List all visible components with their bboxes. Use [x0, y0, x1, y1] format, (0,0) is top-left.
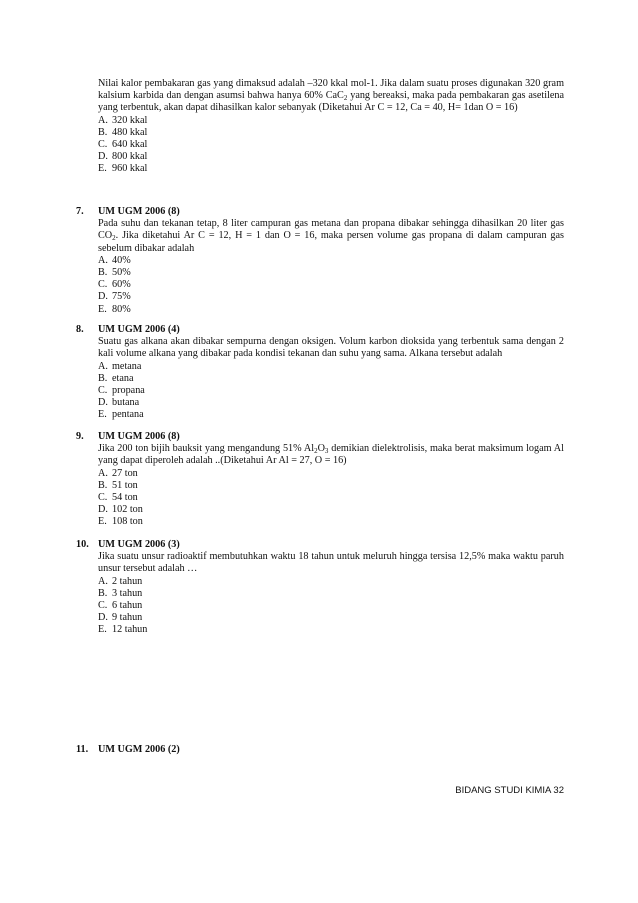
- question-number: 10.: [76, 539, 89, 550]
- question-source: UM UGM 2006 (8): [98, 431, 180, 442]
- option-d: D. 800 kkal: [98, 151, 148, 163]
- page-footer: BIDANG STUDI KIMIA 32: [455, 785, 564, 796]
- question-11: [76, 744, 564, 756]
- option-b: B. etana: [98, 372, 134, 384]
- option-c: C. propana: [98, 385, 145, 397]
- option-e: E. 12 tahun: [98, 624, 148, 636]
- question-10: [76, 539, 564, 637]
- option-d: D. 75%: [98, 291, 131, 303]
- option-c: C. 6 tahun: [98, 600, 143, 612]
- option-a: A. 27 ton: [98, 467, 138, 479]
- question-text: Jika suatu unsur radioaktif membutuhkan waktu 18 tahun untuk meluruh hingga tersisa 12,5% maka waktu paruh unsur tersebut adalah …: [98, 551, 564, 575]
- question-text: Pada suhu dan tekanan tetap, 8 liter campuran gas metana dan propana dibakar sehingga dihasilkan 20 liter gas $CO_2$. Jika diketahui Ar C = 12, H = 1 dan O = 16, maka persen volume gas propana di dalam campuran gas sebelum dibakar adalah: [98, 218, 564, 254]
- option-b: B. 3 tahun: [98, 587, 143, 599]
- option-a: A. 320 kkal: [98, 114, 148, 126]
- question-number: 11.: [76, 744, 89, 755]
- option-d: D. 102 ton: [98, 504, 143, 516]
- option-e: E. pentana: [98, 409, 144, 421]
- option-e: E. 80%: [98, 303, 131, 315]
- option-c: C. 640 kkal: [98, 139, 148, 151]
- question-number: 7.: [76, 206, 84, 217]
- question-number: 8.: [76, 324, 84, 335]
- option-d: D. 9 tahun: [98, 612, 143, 624]
- option-b: B. 480 kkal: [98, 126, 148, 138]
- question-source: UM UGM 2006 (3): [98, 539, 180, 550]
- option-a: A. 2 tahun: [98, 575, 143, 587]
- question-source: UM UGM 2006 (4): [98, 324, 180, 335]
- option-d: D. butana: [98, 397, 140, 409]
- option-b: B. 50%: [98, 267, 131, 279]
- question-number: 9.: [76, 431, 84, 442]
- question-7: [76, 206, 564, 316]
- option-b: B. 51 ton: [98, 479, 138, 491]
- option-c: C. 54 ton: [98, 492, 138, 504]
- question-6-continuation: [98, 78, 564, 176]
- question-text: Jika 200 ton bijih bauksit yang mengandung 51% $Al_2O_3$ demikian dielektrolisis, maka berat maksimum logam Al yang dapat diperoleh adalah ..(Diketahui Ar Al = 27, O = 16): [98, 443, 564, 467]
- question-8: [76, 324, 564, 422]
- option-c: C. 60%: [98, 279, 131, 291]
- question-text: Nilai kalor pembakaran gas yang dimaksud adalah –320 kkal mol-1. Jika dalam suatu proses digunakan 320 gram kalsium karbida dan dengan asumsi bahwa hanya 60% CaC$_2$ yang bereaksi, maka pada pembakaran gas asetilena yang terbentuk, akan dapat dihasilkan kalor sebanyak (Diketahui Ar C = 12, Ca = 40, H= 1dan O = 16): [98, 78, 564, 114]
- question-9: [76, 431, 564, 529]
- option-a: A. 40%: [98, 254, 131, 266]
- option-a: A. metana: [98, 360, 142, 372]
- question-source: UM UGM 2006 (2): [98, 744, 180, 755]
- question-source: UM UGM 2006 (8): [98, 206, 180, 217]
- option-e: E. 960 kkal: [98, 163, 148, 175]
- option-e: E. 108 ton: [98, 516, 143, 528]
- question-text: Suatu gas alkana akan dibakar sempurna dengan oksigen. Volum karbon dioksida yang terbentuk sama dengan 2 kali volume alkana yang dibakar pada kondisi tekanan dan suhu yang sama. Alkana tersebut adalah: [98, 336, 564, 360]
